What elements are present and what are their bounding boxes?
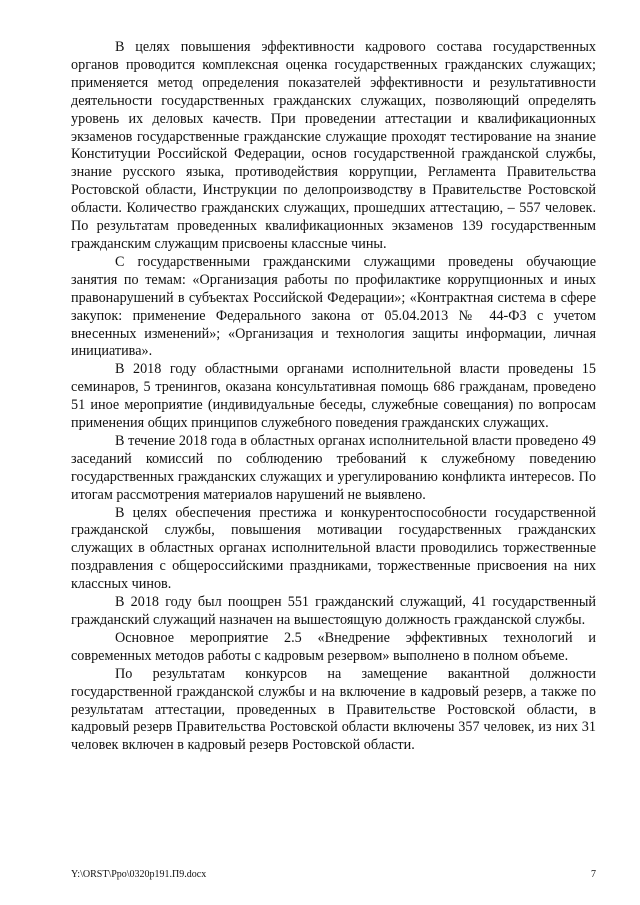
- paragraph-training: С государственными гражданскими служащими проведены обучающие занятия по темам: «Организация работы по профилактике коррупционных и иных правонарушений в субъектах Российской Федерации»; «Контрактная система в сфере закупок: применение Федерального закона от 05.04.2013 № 44-ФЗ с учетом внесенных изменений»; «Организация и технология защиты информации, личная инициатива».: [71, 253, 596, 360]
- paragraph-main-activity: Основное мероприятие 2.5 «Внедрение эффективных технологий и современных методов работы с кадровым резервом» выполнено в полном объеме.: [71, 629, 596, 664]
- page-number: 7: [591, 869, 596, 880]
- paragraph-personnel-reserve: По результатам конкурсов на замещение вакантной должности государственной гражданской службы и на включение в кадровый резерв, а также по результатам аттестации, проведенных в Правительстве Ростовской области, в кадровый резерв Правительства Ростовской области включены 357 человек, из них 31 человек включен в кадровый резерв Ростовской области.: [71, 665, 596, 754]
- paragraph-prestige: В целях обеспечения престижа и конкурентоспособности государственной гражданской службы, повышения мотивации государственных гражданских служащих в областных органах исполнительной власти проводились торжественные поздравления с общероссийскими праздниками, торжественные присвоения на них классных чинов.: [71, 504, 596, 593]
- page-footer: [71, 869, 596, 881]
- paragraph-commissions: В течение 2018 года в областных органах исполнительной власти проведено 49 заседаний комиссий по соблюдению требований к служебному поведению государственных гражданских служащих и урегулированию конфликта интересов. По итогам рассмотрения материалов нарушений не выявлено.: [71, 432, 596, 503]
- paragraph-seminars: В 2018 году областными органами исполнительной власти проведены 15 семинаров, 5 тренингов, оказана консультативная помощь 686 гражданам, проведено 51 иное мероприятие (индивидуальные беседы, служебные совещания) по вопросам применения общих принципов служебного поведения гражданских служащих.: [71, 361, 596, 432]
- paragraph-attestation: В целях повышения эффективности кадрового состава государственных органов проводится комплексная оценка государственных гражданских служащих; применяется метод определения показателей эффективности и результативности деятельности государственных гражданских служащих, позволяющий определять уровень их деловых качеств. При проведении аттестации и квалификационных экзаменов государственные гражданские служащие проходят тестирование на знание Конституции Российской Федерации, основ государственной гражданской службы, знание русского языка, противодействия коррупции, Регламента Правительства Ростовской области, Инструкции по делопроизводству в Правительстве Ростовской области. Количество гражданских служащих, прошедших аттестацию, – 557 человек. По результатам проведенных квалификационных экзаменов 139 государственным гражданским служащим присвоены классные чины.: [71, 39, 596, 252]
- paragraph-awards: В 2018 году был поощрен 551 гражданский служащий, 41 государственный гражданский служащий назначен на вышестоящую должность гражданской службы.: [71, 594, 596, 628]
- document-body: [71, 39, 596, 755]
- file-path: Y:\ORST\Ppo\0320p191.П9.docx: [71, 869, 207, 880]
